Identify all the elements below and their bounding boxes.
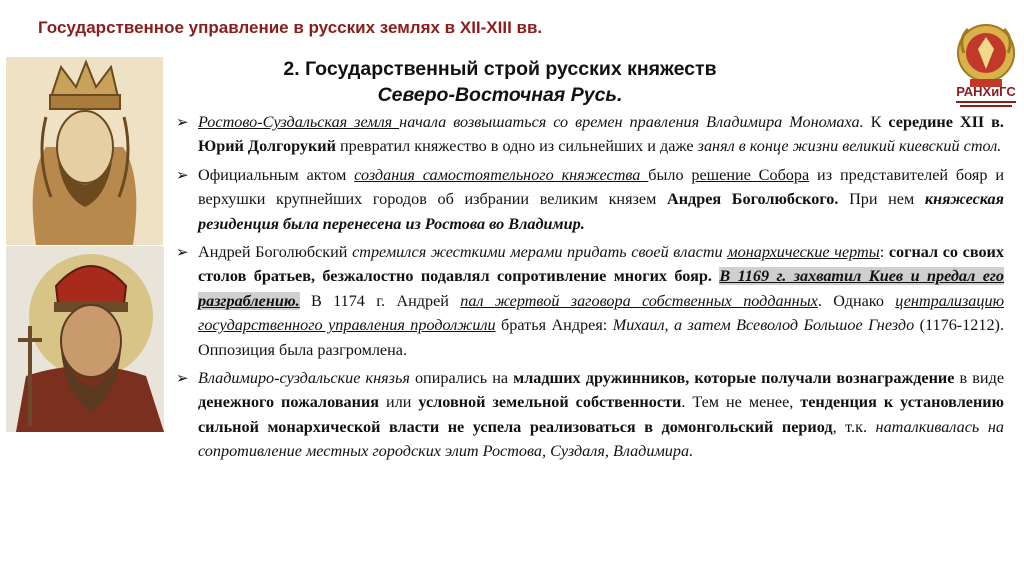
text-span: середине XII в. Юрий Долгорукий bbox=[198, 113, 1004, 156]
text-span: создания самостоятельного княжества bbox=[354, 165, 649, 184]
text-span: Михаил, а затем Всеволод Большое Гнездо bbox=[612, 316, 915, 335]
prince-portrait-engraving bbox=[6, 57, 163, 245]
text-span: из представителей бояр и верхушки крупнейших городов об избрании великим князем bbox=[198, 165, 1004, 209]
text-span: было bbox=[648, 165, 692, 184]
slide-header: Государственное управление в русских землях в XII-XIII вв. bbox=[38, 18, 543, 37]
text-span: младших дружинников, которые получали вознаграждение bbox=[513, 369, 955, 388]
text-span: : bbox=[879, 243, 889, 262]
text-span: княжеская резиденция была перенесена из Ростова во Владимир. bbox=[198, 190, 1004, 233]
text-span: Андрея Боголюбского. bbox=[667, 190, 839, 209]
logo-subtitle-lines bbox=[950, 100, 1022, 108]
text-span: Андрей Боголюбский bbox=[198, 243, 353, 262]
text-span: монархические черты bbox=[727, 243, 880, 262]
text-span: согнал со своих столов братьев, безжалостно подавлял сопротивление многих бояр. bbox=[198, 243, 1004, 286]
text-span: решение Собора bbox=[691, 165, 810, 184]
paragraph-4 bbox=[176, 366, 1004, 464]
text-span: Официальным актом bbox=[198, 165, 355, 184]
text-span: (1176-1212). Оппозиция была разгромлена. bbox=[198, 316, 1004, 359]
text-span: Ростово-Суздальская земля bbox=[198, 113, 400, 131]
text-span: превратил княжество в одно из сильнейших и даже bbox=[335, 137, 698, 156]
slide-title: 2. Государственный строй русских княжеств bbox=[283, 58, 717, 80]
text-span: тенденция к установлению сильной монархической власти не успела реализоваться в домонгольский период bbox=[198, 393, 1004, 436]
text-span: . Тем не менее, bbox=[681, 393, 801, 412]
text-span: . Однако bbox=[817, 291, 896, 310]
text-span: пал жертвой заговора собственных подданных bbox=[460, 291, 818, 310]
slide-content bbox=[176, 110, 1004, 468]
text-span: Владимиро-суздальские князья bbox=[198, 369, 410, 388]
text-span: стремился жесткими мерами придать своей власти bbox=[352, 243, 728, 262]
text-span: условной земельной собственности bbox=[418, 393, 682, 412]
paragraph-2 bbox=[176, 163, 1004, 236]
slide-subtitle: Северо-Восточная Русь. bbox=[377, 84, 623, 106]
text-span: В 1174 г. Андрей bbox=[299, 291, 461, 310]
text-span: При нем bbox=[838, 190, 925, 209]
text-span: или bbox=[379, 393, 419, 412]
text-span: централизацию государственного управления продолжили bbox=[198, 291, 1005, 335]
text-span: в виде bbox=[954, 369, 1005, 388]
text-span: наталкивалась на сопротивление местных городских элит Ростова, Суздаля, Владимира. bbox=[198, 417, 1004, 461]
text-span: братья Андрея: bbox=[495, 316, 613, 335]
text-span: денежного пожалования bbox=[198, 393, 380, 412]
paragraph-1 bbox=[176, 110, 1004, 159]
text-span: К bbox=[863, 113, 889, 131]
text-span: начала возвышаться со времен правления Владимира Мономаха. bbox=[399, 113, 864, 131]
paragraph-3 bbox=[176, 240, 1004, 362]
arrow-bullet-icon: ➢ bbox=[176, 165, 189, 184]
text-span: , т.к. bbox=[832, 417, 876, 436]
arrow-bullet-icon: ➢ bbox=[176, 243, 189, 262]
text-span: опирались на bbox=[409, 369, 514, 388]
arrow-bullet-icon: ➢ bbox=[176, 113, 189, 131]
prince-icon-portrait bbox=[6, 246, 164, 432]
text-span: занял в конце жизни великий киевский стол. bbox=[697, 137, 1002, 156]
arrow-bullet-icon: ➢ bbox=[176, 369, 189, 388]
highlighted-text: В 1169 г. захватил Киев и предал его разграблению. bbox=[198, 267, 1005, 310]
logo-text: РАНХиГС bbox=[956, 84, 1016, 99]
